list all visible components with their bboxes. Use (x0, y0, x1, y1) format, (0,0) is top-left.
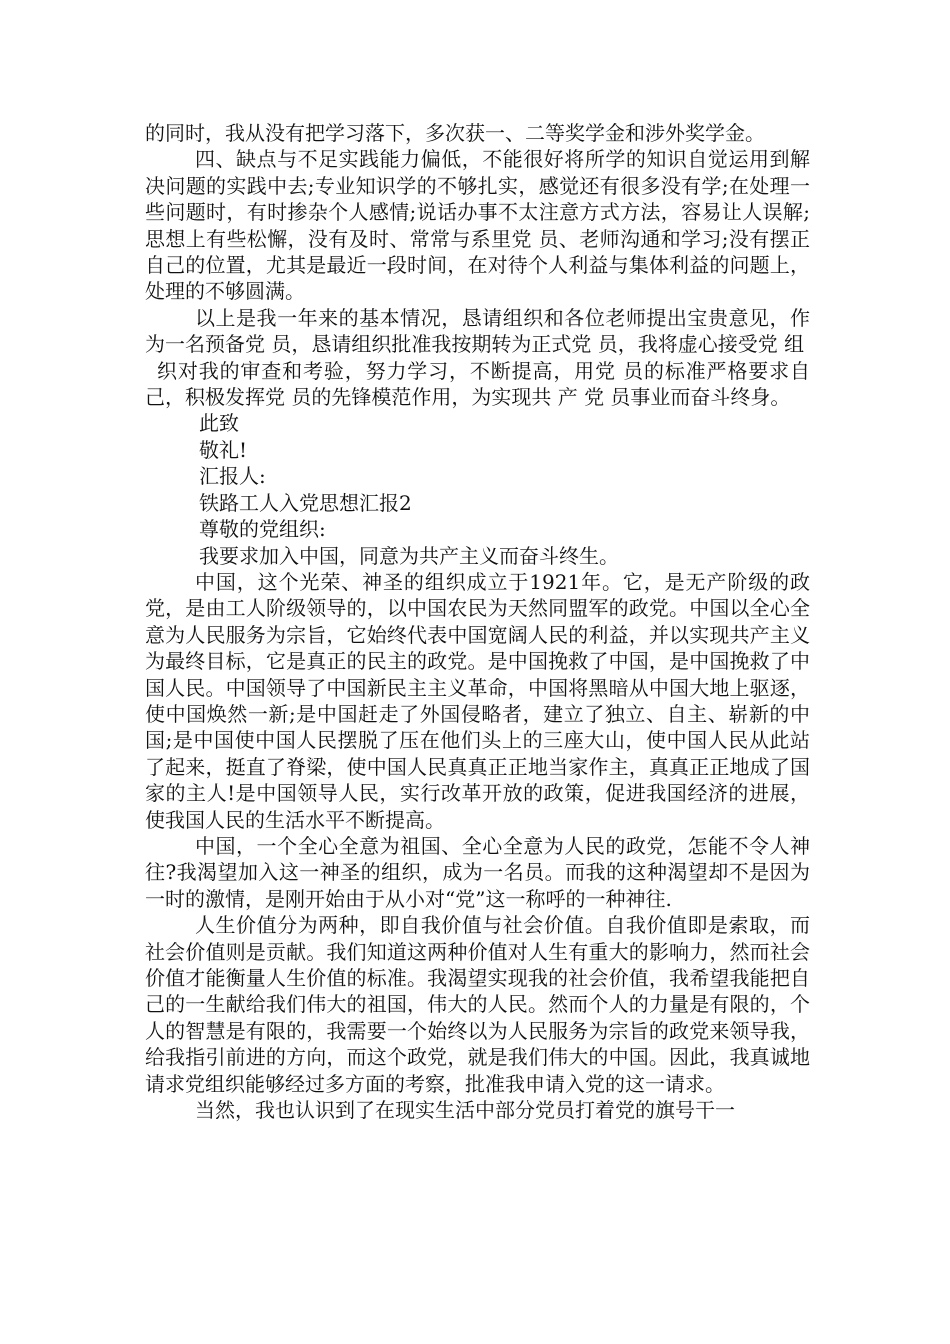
paragraph-aspiration: 中国，一个全心全意为祖国、全心全意为人民的政党，怎能不令人神往?我渴望加入这一神圣的组织，成为一名员。而我的这种渴望却不是因为一时的激情，是刚开始由于从小对“党”这一称呼的一种神往. (145, 833, 810, 911)
paragraph-life-value: 人生价值分为两种，即自我价值与社会价值。自我价值即是索取，而社会价值则是贡献。我们知道这两种价值对人生有重大的影响力，然而社会价值才能衡量人生价值的标准。我渴望实现我的社会价值，我希望我能把自己的一生献给我们伟大的祖国，伟大的人民。然而个人的力量是有限的，个人的智慧是有限的，我需要一个始终以为人民服务为宗旨的政党来领导我，给我指引前进的方向，而这个政党，就是我们伟大的中国。因此，我真诚地请求党组织能够经过多方面的考察，批准我申请入党的这一请求。 (145, 913, 810, 1096)
paragraph-request: 我要求加入中国，同意为共产主义而奋斗终生。 (199, 543, 619, 568)
reporter-label: 汇报人: (199, 464, 266, 489)
closing-regards: 敬礼! (199, 437, 248, 462)
paragraph-commitment: 织对我的审查和考验，努力学习，不断提高，用党 员的标准严格要求自己，积极发挥党 员的先锋模范作用，为实现共 产 党 员事业而奋斗终身。 (145, 358, 810, 410)
paragraph-party-history: 中国，这个光荣、神圣的组织成立于1921年。它，是无产阶级的政党，是由工人阶级领导的，以中国农民为天然同盟军的政党。中国以全心全意为人民服务为宗旨，它始终代表中国宽阔人民的利益，并以实现共产主义为最终目标，它是真正的民主的政党。是中国挽救了中国，是中国挽救了中国人民。中国领导了中国新民主主义革命，中国将黑暗从中国大地上驱逐，使中国焕然一新;是中国赶走了外国侵略者，建立了独立、自主、崭新的中国;是中国使中国人民摆脱了压在他们头上的三座大山，使中国人民从此站了起来，挺直了脊梁，使中国人民真真正正地当家作主，真真正正地成了国家的主人!是中国领导人民，实行改革开放的政策，促进我国经济的进展，使我国人民的生活水平不断提高。 (145, 569, 810, 832)
document-body (145, 120, 810, 1123)
paragraph-reality: 当然，我也认识到了在现实生活中部分党员打着党的旗号干一 (195, 1098, 735, 1123)
paragraph-scholarship: 的同时，我从没有把学习落下，多次获一、二等奖学金和涉外奖学金。 (145, 121, 765, 145)
section-title: 铁路工人入党思想汇报2 (199, 490, 412, 515)
paragraph-summary: 以上是我一年来的基本情况，恳请组织和各位老师提出宝贵意见，作为一名预备党 员，恳请组织批准我按期转为正式党 员，我将虚心接受党 组 (145, 305, 810, 357)
closing-salutation: 此致 (199, 411, 239, 436)
greeting: 尊敬的党组织: (199, 517, 326, 542)
paragraph-shortcomings: 四、缺点与不足实践能力偏低，不能很好将所学的知识自觉运用到解决问题的实践中去;专业知识学的不够扎实，感觉还有很多没有学;在处理一些问题时，有时掺杂个人感情;说话办事不太注意方式方法，容易让人误解;思想上有些松懈，没有及时、常常与系里党 员、老师沟通和学习;没有摆正自己的位置，尤其是最近一段时间，在对待个人利益与集体利益的问题上，处理的不够圆满。 (145, 147, 810, 304)
